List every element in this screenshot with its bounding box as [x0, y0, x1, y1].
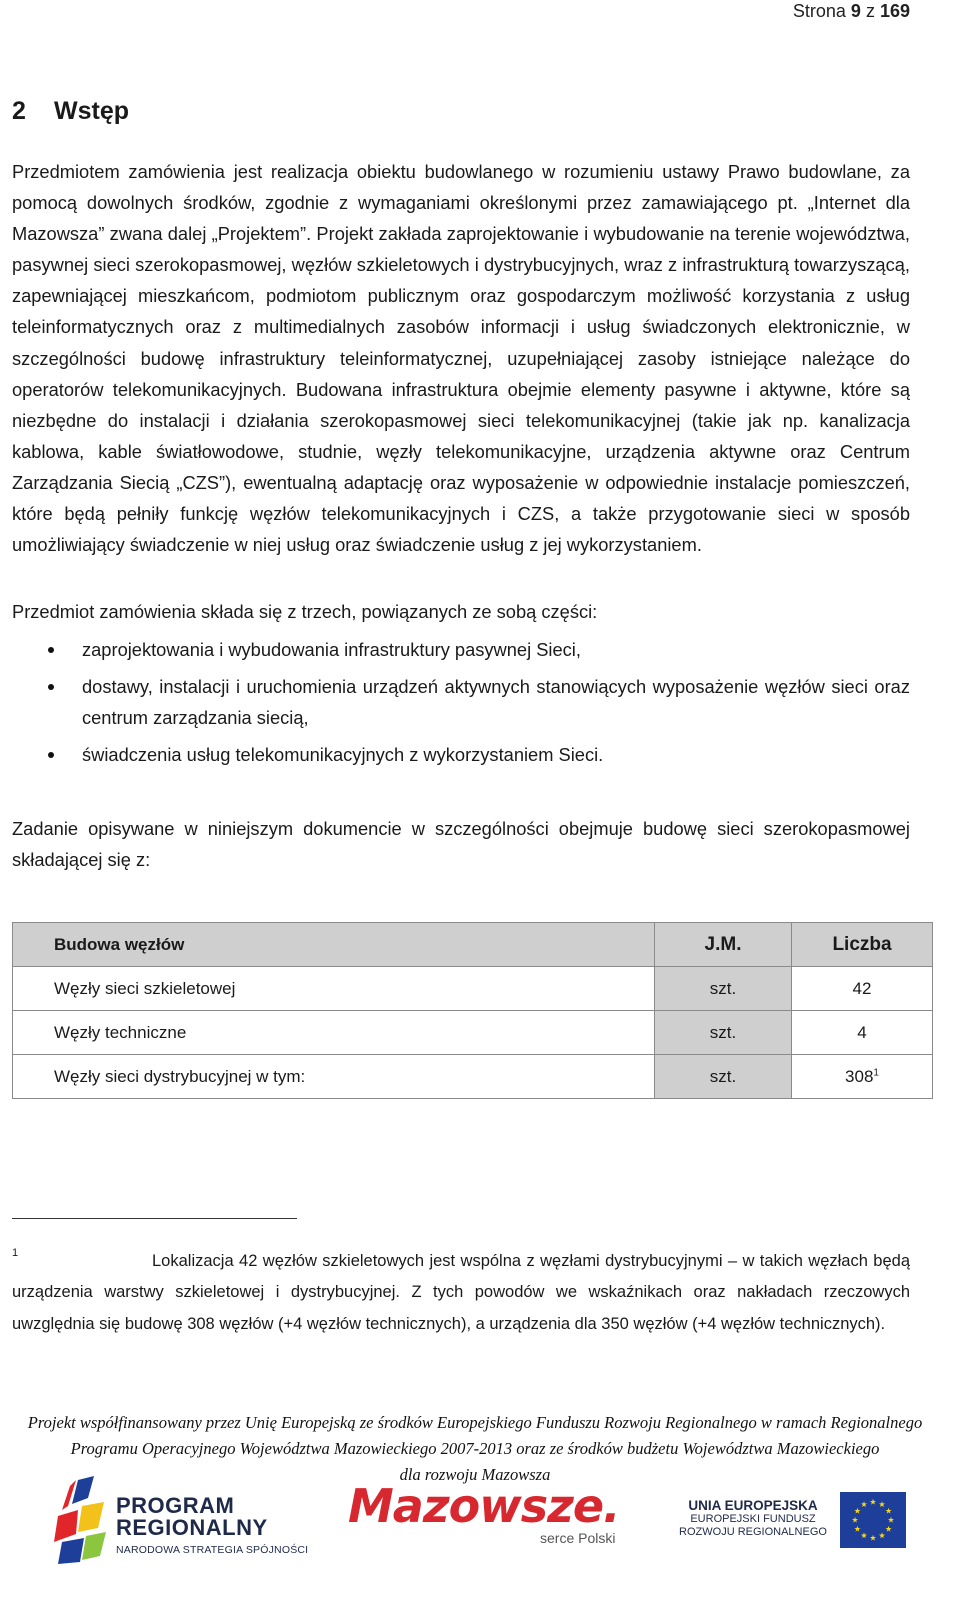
logo-text: NARODOWA STRATEGIA SPÓJNOŚCI	[116, 1544, 309, 1556]
table-cell-count	[792, 1055, 933, 1099]
logo-text: REGIONALNY	[116, 1515, 268, 1540]
list-item: świadczenia usług telekomunikacyjnych z wykorzystaniem Sieci.	[12, 739, 910, 770]
eu-flag-icon	[840, 1492, 906, 1548]
table-cell-count	[792, 1011, 933, 1055]
footnote-separator	[12, 1218, 297, 1219]
logo-text: EUROPEJSKI FUNDUSZ	[690, 1513, 816, 1525]
table-cell-name: Węzły sieci dystrybucyjnej w tym:	[13, 1055, 655, 1099]
table-cell-unit: szt.	[655, 967, 792, 1011]
footnote	[12, 1246, 910, 1340]
funding-line: Programu Operacyjnego Województwa Mazowieckiego 2007-2013 oraz ze środków budżetu Województwa Mazowieckiego	[70, 1439, 880, 1458]
funding-line: dla rozwoju Mazowsza	[399, 1465, 551, 1484]
section-number: 2	[12, 97, 26, 125]
table-row	[13, 1011, 933, 1055]
of-label: z	[865, 1, 875, 21]
page-number	[793, 0, 910, 22]
column-header: J.M.	[655, 923, 792, 967]
mazowsze-tagline: serce Polski	[540, 1530, 616, 1546]
table-cell-name: Węzły techniczne	[13, 1011, 655, 1055]
list-item: dostawy, instalacji i uruchomienia urządzeń aktywnych stanowiących wyposażenie węzłów sieci oraz centrum zarządzania siecią,	[12, 671, 910, 733]
footnote-ref[interactable]: 1	[873, 1066, 879, 1078]
section-title: Wstęp	[54, 97, 129, 125]
current-page: 9	[850, 1, 861, 21]
table-cell-name: Węzły sieci szkieletowej	[13, 967, 655, 1011]
table-row	[13, 967, 933, 1011]
section-heading	[12, 94, 129, 128]
count-value: 308	[845, 1066, 874, 1086]
funding-line: Projekt współfinansowany przez Unię Europejską ze środków Europejskiego Funduszu Rozwoju Regionalnego w ramach Regionalnego	[27, 1413, 923, 1432]
page-label: Strona	[792, 1, 846, 21]
table-header-row	[13, 923, 933, 967]
column-header: Budowa węzłów	[13, 923, 655, 967]
parts-list	[12, 634, 910, 776]
nodes-table	[12, 922, 933, 1099]
footnote-text: Lokalizacja 42 węzłów szkieletowych jest wspólna z węzłami dystrybucyjnymi – w takich węzłach będą urządzenia warstwy szkieletowej i dystrybucyjnej. Z tych powodów we wskaźnikach oraz nakładach rzeczowych uwzględnia się budowę 308 węzłów (+4 węzłów technicznych), a urządzenia dla 350 węzłów (+4 węzłów technicznych).	[12, 1252, 910, 1333]
column-header: Liczba	[792, 923, 933, 967]
program-regionalny-emblem-icon	[48, 1476, 112, 1564]
mazowsze-logo	[348, 1479, 628, 1572]
logo-text: PROGRAM	[116, 1493, 235, 1518]
mazowsze-wordmark: Mazowsze.	[348, 1479, 620, 1533]
program-regionalny-logo	[48, 1476, 318, 1564]
intro-paragraph: Przedmiotem zamówienia jest realizacja obiektu budowlanego w rozumieniu ustawy Prawo budowlane, za pomocą dowolnych środków, zgodnie z wymaganiami określonymi przez zamawiającego pt. „Internet dla Mazowsza” zwana dalej „Projektem”. Projekt zakłada zaprojektowanie i wybudowanie na terenie województwa, pasywnej sieci szerokopasmowej, węzłów szkieletowych i dystrybucyjnych, wraz z infrastrukturą towarzyszącą, zapewniającej mieszkańcom, podmiotom publicznym oraz gospodarczym możliwość korzystania z usług teleinformatycznych oraz z multimedialnych zasobów informacji i usług świadczonych elektronicznie, w szczególności budowę infrastruktury teleinformatycznej, uzupełniającej zasoby istniejące należące do operatorów telekomunikacyjnych. Budowana infrastruktura obejmie elementy pasywne i aktywne, które są niezbędne do instalacji i działania szerokopasmowej sieci telekomunikacyjnej (takie jak np. kanalizacja kablowa, kable światłowodowe, studnie, węzły telekomunikacyjne, urządzenia aktywne oraz Centrum Zarządzania Siecią „CZS”), ewentualną adaptację oraz wyposażenie w odpowiednie instalacje pomieszczeń, które będą pełniły funkcję węzłów telekomunikacyjnych i CZS, a także przygotowanie sieci w sposób umożliwiający świadczenie w niej usług oraz świadczenie usług z jej wykorzystaniem.	[12, 161, 910, 556]
logo-text: ROZWOJU REGIONALNEGO	[679, 1526, 827, 1538]
table-cell-unit: szt.	[655, 1055, 792, 1099]
count-value: 42	[852, 978, 872, 998]
footnote-mark: 1	[12, 1247, 19, 1259]
eu-logo	[668, 1490, 918, 1570]
task-paragraph: Zadanie opisywane w niniejszym dokumencie w szczególności obejmuje budowę sieci szerokopasmowej składającej się z:	[12, 818, 910, 871]
parts-intro-paragraph: Przedmiot zamówienia składa się z trzech, powiązanych ze sobą części:	[12, 601, 598, 622]
table-row	[13, 1055, 933, 1099]
table-cell-unit: szt.	[655, 1011, 792, 1055]
logo-text: UNIA EUROPEJSKA	[688, 1498, 818, 1513]
count-value: 4	[857, 1022, 867, 1042]
table-cell-count	[792, 967, 933, 1011]
list-item: zaprojektowania i wybudowania infrastruktury pasywnej Sieci,	[12, 634, 910, 665]
total-pages: 169	[879, 1, 910, 21]
